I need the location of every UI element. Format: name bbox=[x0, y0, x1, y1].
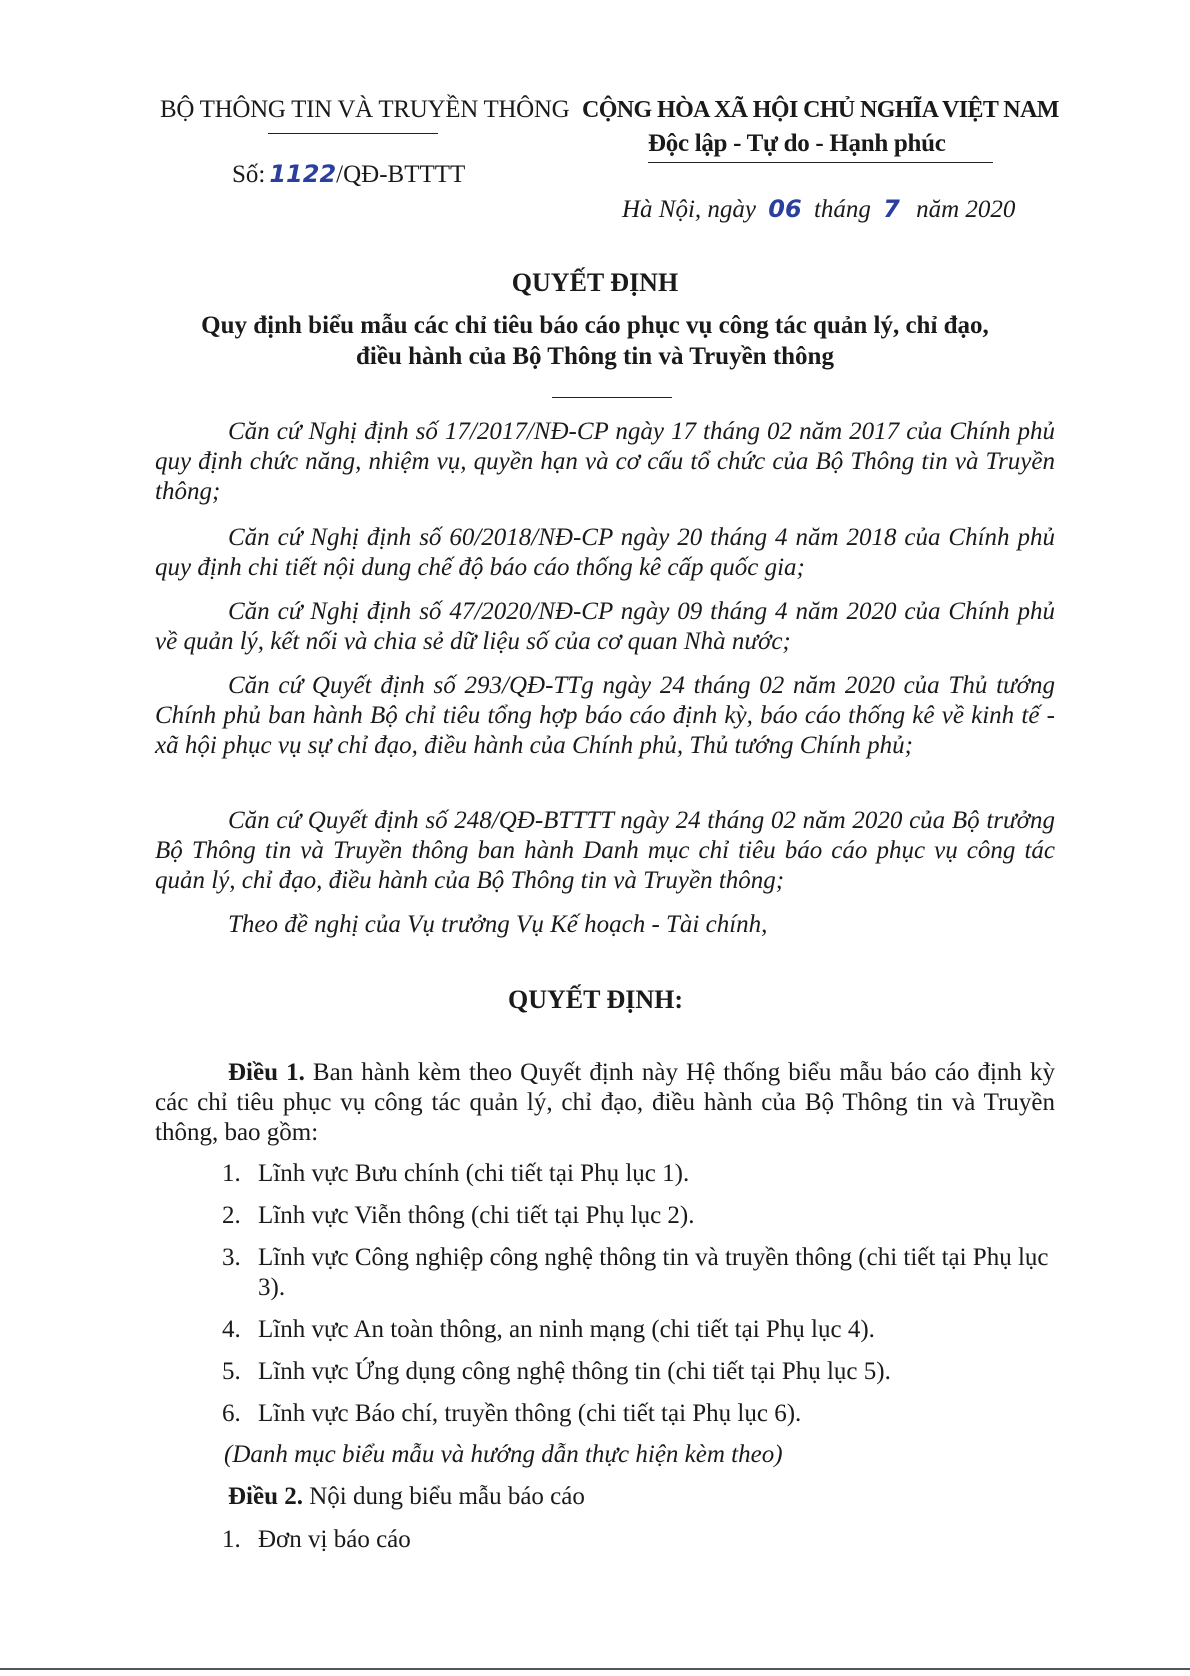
article-1-note: (Danh mục biểu mẫu và hướng dẫn thực hiện kèm theo) bbox=[224, 1441, 783, 1468]
preamble-paragraph: Căn cứ Nghị định số 47/2020/NĐ-CP ngày 09 tháng 4 năm 2020 của Chính phủ về quản lý, kết nối và chia sẻ dữ liệu số của cơ quan Nhà nước; bbox=[155, 598, 1055, 655]
article-1-text: Ban hành kèm theo Quyết định này Hệ thống biểu mẫu báo cáo định kỳ các chỉ tiêu phục vụ công tác quản lý, chỉ đạo, điều hành của Bộ Thông tin và Truyền thông, bao gồm: bbox=[155, 1059, 1055, 1146]
list-item-number: 5. bbox=[222, 1358, 241, 1385]
place-date-prefix: Hà Nội, ngày bbox=[622, 196, 757, 223]
preamble-paragraph: Căn cứ Quyết định số 293/QĐ-TTg ngày 24 tháng 02 năm 2020 của Thủ tướng Chính phủ ban hành Bộ chỉ tiêu tổng hợp báo cáo định kỳ, báo cáo thống kê về kinh tế - xã hội phục vụ sự chỉ đạo, điều hành của Chính phủ, Thủ tướng Chính phủ; bbox=[155, 672, 1055, 759]
list-item-number: 6. bbox=[222, 1400, 241, 1427]
decision-number bbox=[232, 160, 465, 189]
list-item-number: 4. bbox=[222, 1316, 241, 1343]
handwritten-day: 06 bbox=[768, 195, 802, 223]
article-1-paragraph bbox=[155, 1058, 1055, 1148]
list-item-number: 2. bbox=[222, 1202, 241, 1229]
ministry-name: BỘ THÔNG TIN VÀ TRUYỀN THÔNG bbox=[160, 96, 570, 123]
list-item-text: Lĩnh vực Ứng dụng công nghệ thông tin (chi tiết tại Phụ lục 5). bbox=[258, 1358, 891, 1385]
article-2-heading bbox=[228, 1483, 585, 1511]
place-and-date bbox=[622, 195, 1015, 224]
decision-heading: QUYẾT ĐỊNH: bbox=[508, 985, 684, 1014]
document-subtitle-line2: điều hành của Bộ Thông tin và Truyền thông bbox=[356, 343, 834, 370]
year-text: năm 2020 bbox=[916, 196, 1016, 223]
article-2-text: Nội dung biểu mẫu báo cáo bbox=[309, 1483, 585, 1510]
preamble-paragraph: Căn cứ Nghị định số 17/2017/NĐ-CP ngày 17 tháng 02 năm 2017 của Chính phủ quy định chức năng, nhiệm vụ, quyền hạn và cơ cấu tổ chức của Bộ Thông tin và Truyền thông; bbox=[155, 418, 1055, 505]
preamble-paragraph: Căn cứ Quyết định số 248/QĐ-BTTTT ngày 24 tháng 02 năm 2020 của Bộ trưởng Bộ Thông tin và Truyền thông ban hành Danh mục chỉ tiêu báo cáo phục vụ công tác quản lý, chỉ đạo, điều hành của Bộ Thông tin và Truyền thông; bbox=[155, 807, 1055, 894]
list-item-number: 1. bbox=[222, 1526, 241, 1553]
list-item-number: 1. bbox=[222, 1160, 241, 1187]
preamble-paragraph: Căn cứ Nghị định số 60/2018/NĐ-CP ngày 20 tháng 4 năm 2018 của Chính phủ quy định chi tiết nội dung chế độ báo cáo thống kê cấp quốc gia; bbox=[155, 524, 1055, 581]
national-motto: Độc lập - Tự do - Hạnh phúc bbox=[648, 130, 946, 157]
article-2-label: Điều 2. bbox=[228, 1483, 303, 1510]
list-item-text: Lĩnh vực Viễn thông (chi tiết tại Phụ lục 2). bbox=[258, 1202, 695, 1229]
scan-bottom-edge bbox=[0, 1668, 1190, 1670]
list-item-text: Lĩnh vực Bưu chính (chi tiết tại Phụ lục 1). bbox=[258, 1160, 690, 1187]
republic-name: CỘNG HÒA XÃ HỘI CHỦ NGHĨA VIỆT NAM bbox=[582, 97, 1059, 123]
list-item-text: Lĩnh vực Công nghiệp công nghệ thông tin và truyền thông (chi tiết tại Phụ lục 3). bbox=[258, 1244, 1049, 1301]
number-prefix: Số: bbox=[232, 161, 266, 188]
preamble-paragraph: Theo đề nghị của Vụ trưởng Vụ Kế hoạch - Tài chính, bbox=[228, 911, 768, 938]
list-item-text: Lĩnh vực Báo chí, truyền thông (chi tiết tại Phụ lục 6). bbox=[258, 1400, 802, 1427]
number-suffix: /QĐ-BTTTT bbox=[336, 161, 466, 188]
motto-underline bbox=[648, 162, 993, 163]
document-subtitle-line1: Quy định biểu mẫu các chỉ tiêu báo cáo phục vụ công tác quản lý, chỉ đạo, bbox=[201, 312, 989, 339]
list-item-number: 3. bbox=[222, 1244, 241, 1271]
article-1-label: Điều 1. bbox=[228, 1059, 305, 1086]
title-underline bbox=[552, 397, 672, 398]
list-item-text: Đơn vị báo cáo bbox=[258, 1526, 411, 1553]
handwritten-number: 1122 bbox=[269, 160, 337, 188]
handwritten-month: 7 bbox=[883, 195, 900, 223]
document-title: QUYẾT ĐỊNH bbox=[511, 268, 679, 297]
list-item-text: Lĩnh vực An toàn thông, an ninh mạng (chi tiết tại Phụ lục 4). bbox=[258, 1316, 875, 1343]
month-label: tháng bbox=[813, 196, 871, 223]
ministry-underline bbox=[268, 133, 438, 134]
